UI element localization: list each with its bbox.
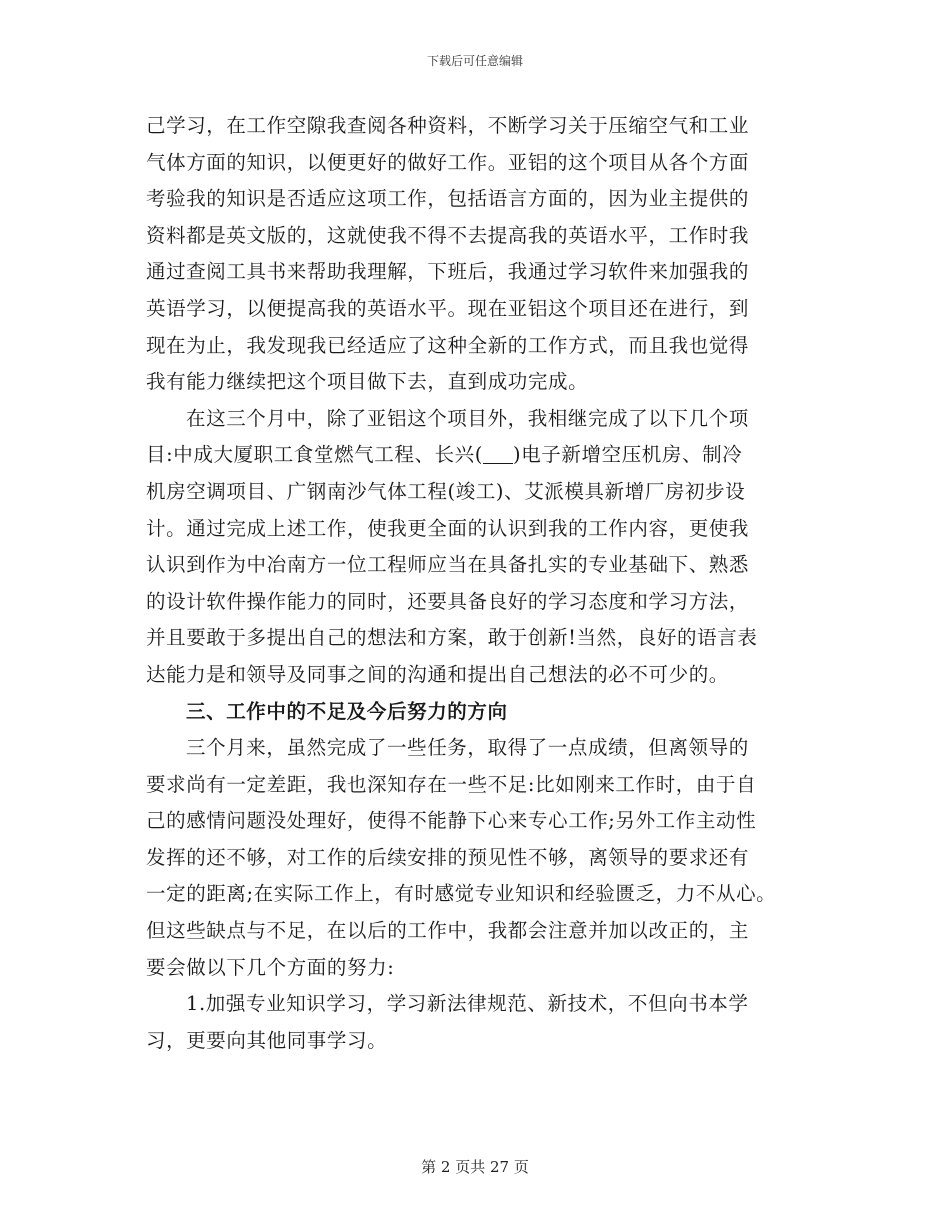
section-heading: 三、工作中的不足及今后努力的方向: [186, 699, 508, 723]
line-text-before-blank: 目:中成大厦职工食堂燃气工程、长兴(: [146, 443, 483, 467]
paragraph-line: 但这些缺点与不足，在以后的工作中，我都会注意并加以改正的，主: [146, 919, 750, 943]
fill-in-blank: [483, 443, 513, 464]
paragraph-line: 要求尚有一定差距，我也深知存在一些不足:比如刚来工作时，由于自: [146, 772, 757, 796]
page-footer: 第 2 页共 27 页: [421, 1158, 529, 1176]
paragraph-line: 机房空调项目、广钢南沙气体工程(竣工)、艾派模具新增厂房初步设: [146, 479, 746, 503]
paragraph-line: 达能力是和领导及同事之间的沟通和提出自己想法的必不可少的。: [146, 662, 729, 686]
line-text-after-blank: )电子新增空压机房、制冷: [512, 443, 743, 467]
paragraph-line: 一定的距离;在实际工作上，有时感觉专业知识和经验匮乏，力不从心。: [146, 882, 777, 906]
paragraph-line: 要会做以下几个方面的努力:: [146, 955, 395, 979]
paragraph-line: 认识到作为中冶南方一位工程师应当在具备扎实的专业基础下、熟悉: [146, 553, 750, 577]
paragraph-line: 并且要敢于多提出自己的想法和方案，敢于创新!当然，良好的语言表: [146, 626, 758, 650]
paragraph-line: 的设计软件操作能力的同时，还要具备良好的学习态度和学习方法，: [146, 589, 750, 613]
paragraph-line: 英语学习，以便提高我的英语水平。现在亚铝这个项目还在进行，到: [146, 296, 750, 320]
paragraph-line: 三个月来，虽然完成了一些任务，取得了一点成绩，但离领导的: [186, 736, 749, 760]
paragraph-line: 考验我的知识是否适应这项工作，包括语言方面的，因为业主提供的: [146, 187, 750, 211]
list-item-line: 1.加强专业知识学习，学习新法律规范、新技术，不但向书本学: [186, 992, 749, 1016]
list-item-line: 习，更要向其他同事学习。: [146, 1028, 388, 1052]
paragraph-line-with-blank: [146, 437, 806, 474]
paragraph-line: 在这三个月中，除了亚铝这个项目外，我相继完成了以下几个项: [186, 406, 749, 430]
paragraph-line: 通过查阅工具书来帮助我理解，下班后，我通过学习软件来加强我的: [146, 260, 750, 284]
paragraph-line: 己学习，在工作空隙我查阅各种资料，不断学习关于压缩空气和工业: [146, 114, 750, 137]
page-header: 下载后可任意编辑: [426, 54, 523, 68]
paragraph-line: 资料都是英文版的，这就使我不得不去提高我的英语水平，工作时我: [146, 223, 750, 247]
paragraph-line: 我有能力继续把这个项目做下去，直到成功完成。: [146, 370, 589, 394]
paragraph-line: 计。通过完成上述工作，使我更全面的认识到我的工作内容，更使我: [146, 516, 750, 540]
paragraph-line: 气体方面的知识，以便更好的做好工作。亚铝的这个项目从各个方面: [146, 150, 750, 174]
paragraph-line: 发挥的还不够，对工作的后续安排的预见性不够，离领导的要求还有: [146, 845, 750, 869]
paragraph-line: 己的感情问题没处理好，使得不能静下心来专心工作;另外工作主动性: [146, 809, 757, 833]
document-body: [146, 108, 806, 1059]
paragraph-line: 现在为止，我发现我已经适应了这种全新的工作方式，而且我也觉得: [146, 333, 750, 357]
